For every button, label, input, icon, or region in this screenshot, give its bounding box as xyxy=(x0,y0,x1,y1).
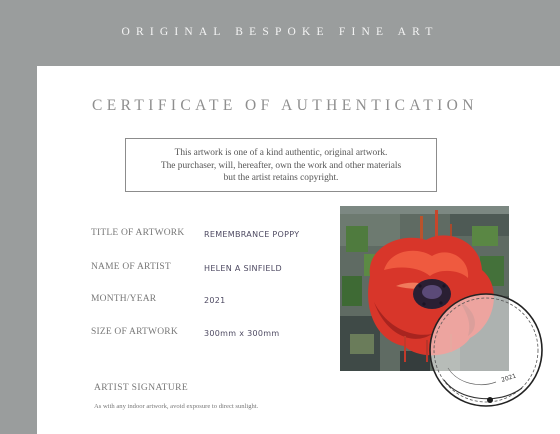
certificate-title: CERTIFICATE OF AUTHENTICATION xyxy=(92,97,478,114)
certificate-paper xyxy=(37,66,560,434)
size-of-artwork-label: SIZE OF ARTWORK xyxy=(91,327,178,337)
banner-title: ORIGINAL BESPOKE FINE ART xyxy=(121,26,439,38)
authentication-stamp xyxy=(424,288,549,413)
stamp-year: 2021 xyxy=(500,372,518,384)
month-year-label: MONTH/YEAR xyxy=(91,294,157,304)
artist-signature-label: ARTIST SIGNATURE xyxy=(94,383,189,393)
statement-line: but the artist retains copyright. xyxy=(223,173,339,184)
name-of-artist-value: HELEN A SINFIELD xyxy=(204,264,282,273)
top-banner xyxy=(0,0,560,66)
stamp-seal-icon xyxy=(424,288,549,413)
statement-line: The purchaser, will, hereafter, own the work and other materials xyxy=(160,160,402,171)
statement-line: This artwork is one of a kind authentic, original artwork. xyxy=(174,148,388,158)
authenticity-statement-box xyxy=(125,138,437,192)
month-year-value: 2021 xyxy=(204,296,226,305)
name-of-artist-label: NAME OF ARTIST xyxy=(91,262,171,272)
size-of-artwork-value: 300mm x 300mm xyxy=(204,329,280,338)
title-of-artwork-value: REMEMBRANCE POPPY xyxy=(204,230,300,239)
care-note: As with any indoor artwork, avoid exposure to direct sunlight. xyxy=(94,403,259,410)
title-of-artwork-label: TITLE OF ARTWORK xyxy=(91,228,185,238)
